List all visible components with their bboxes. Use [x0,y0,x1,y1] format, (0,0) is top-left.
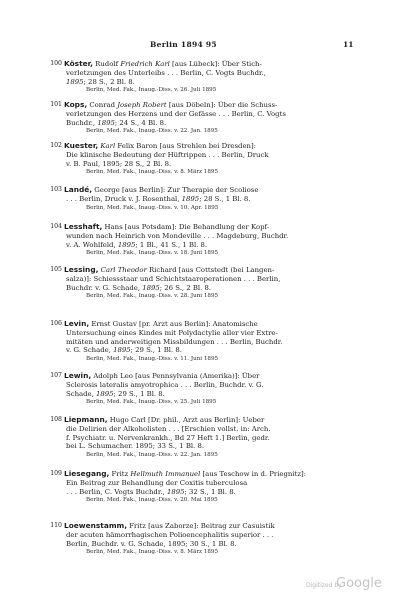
text-run: Buchdr. v. G. Schade, [66,283,143,292]
entry-line [64,160,360,169]
digitized-by-label: Digitized by [306,582,342,589]
entry-number: 104 [50,223,62,230]
author-surname: Köster, [64,60,93,68]
entry-line [64,416,360,425]
dissertation-note: Berlin, Med. Fak., Inaug.-Diss. v. 11. Juni 1895 [86,356,219,363]
text-run: salza)]: Schiessstaar und Schichtstaaroperationen . . . Berlin, [66,274,281,283]
dissertation-note: Berlin, Med. Fak., Inaug.-Diss. v. 25. Juli 1895 [86,399,217,406]
text-run: Buchdr., [66,118,98,127]
dissertation-note: Berlin, Med. Fak., Inaug.-Diss. v. 26. Juli 1895 [86,87,217,94]
publication-year: 1895 [113,346,131,355]
text-run: Untersuchung eines Kindes mit Polydactylie aller vier Extre- [66,328,278,337]
text-run: Hugo Carl [Dr. phil., Arzt aus Berlin]: Ueber [107,416,265,424]
text-run: mitäten und anderweitigen Missbildungen . . . Berlin, Buchdr. [66,337,283,346]
entry-text [64,142,360,177]
entry-line [64,479,360,488]
entry-line [64,284,360,293]
entry-line [64,151,360,160]
entry-text [64,372,360,407]
entry-line [64,69,360,78]
running-title: Berlin 1894 95 [150,40,217,49]
text-run: f. Psychiatr. u. Nervenkrankh., Bd 27 Heft 1.] Berlin, gedr. [66,433,270,442]
text-run: ; 28 S., 2 Bl. 8. [83,77,135,86]
entry-number: 103 [50,186,62,193]
entry-line [64,329,360,338]
text-run: . . . Berlin, Druck v. J. Rosenthal, [66,194,182,203]
entry-text [64,101,360,136]
entry-line [64,381,360,390]
entry-line [64,390,360,399]
text-run: Rudolf [92,60,121,68]
dissertation-note: Berlin, Med. Fak., Inaug.-Diss. v. 18. Juni 1895 [86,250,219,257]
google-watermark [306,576,386,594]
text-run: Die klinische Bedeutung der Hüftrippen . . . Berlin, Druck [66,150,269,159]
entry-text [64,60,360,95]
text-run: ; 32 S., 1 Bl. 8. [184,487,236,496]
text-run: . . . Berlin, C. Vogts Buchdr., [66,487,167,496]
given-name: Friedrich Karl [120,60,170,68]
running-header [0,40,400,52]
entry-number: 109 [50,470,62,477]
entry-text [64,320,360,364]
publication-year: 1895 [166,487,185,496]
dissertation-note: Berlin, Med. Fak., Inaug.-Diss. v. 22. Jan. 1895 [86,452,218,459]
entry-line [64,320,360,329]
text-run: v. A. Wohlfeld, [66,240,118,249]
text-run: [aus Döbeln]: Über die Schuss- [166,101,278,109]
text-run: ; 29 S., 1 Bl. 8. [130,346,182,355]
text-run: Fritz [109,470,131,478]
entry-line [64,434,360,443]
entry-line [64,275,360,284]
text-run: Ernst Gustav [pr. Arzt aus Berlin]: Anatomische [89,320,258,328]
entry-line [64,266,360,275]
text-run: verletzungen des Herzens und der Gefässe . . . Berlin, C. Vogts [66,109,286,118]
entry-line [64,531,360,540]
author-surname: Lesshaft, [64,223,103,231]
entry-line [64,442,360,451]
entry-text [64,416,360,460]
entry-line [64,60,360,69]
entry-number: 100 [50,60,62,67]
text-run: Schade, [66,389,96,398]
publication-year: 1895 [117,240,136,249]
entry-line [64,101,360,110]
text-run: [aus Lübeck]: Über Stich- [169,60,262,68]
entry-line [64,522,360,531]
entry-line [64,540,360,549]
text-run: Hans [aus Potsdam]: Die Behandlung der Kopf- [102,223,270,231]
text-run: die Delirien der Alkoholisten . . . [Erschien vollst. in: Arch. [66,424,271,433]
publication-year: 1895 [96,389,114,398]
given-name: Carl Theodor [100,266,147,274]
entry-line [64,232,360,241]
author-surname: Loewenstamm, [64,522,128,530]
text-run: Ein Beitrag zur Behandlung der Coxitis tuberculosa [66,478,248,487]
text-run: ; 1 Bl., 41 S., 1 Bl. 8. [135,240,208,249]
dissertation-note: Berlin, Med. Fak., Inaug.-Diss. v. 20. Mai 1895 [86,497,218,504]
text-run: Conrad [87,101,118,109]
text-run: Felix Baron [aus Strehlen bei Dresden]: [115,142,256,150]
publication-year: 1895 [181,194,200,203]
entry-text [64,470,360,505]
publication-year: 1895 [97,118,115,127]
entry-line [64,186,360,195]
author-surname: Kops, [64,101,88,109]
text-run: Adolph Leo [aus Pennsylvania (Amerika)]: Über [91,372,260,380]
entry-text [64,522,360,557]
entry-number: 108 [50,416,62,423]
text-run: v. B. Paul, 1895; 28 S., 2 Bl. 8. [66,159,172,168]
given-name: Joseph Robert [117,101,167,109]
author-surname: Lewin, [64,372,92,380]
page-number: 11 [343,40,354,49]
entry-text [64,266,360,301]
text-run: Richard [aus Cottstedt (bei Langen- [146,266,275,274]
publication-year: 1895 [142,283,160,292]
entry-text [64,186,360,212]
text-run: [aus Teschow in d. Priegnitz]: [200,470,306,478]
text-run: v. G. Schade, [66,346,114,355]
entry-line [64,338,360,347]
text-run: wunden nach Heinrich von Mondeville . . . Magdeburg, Buchdr. [66,231,289,240]
given-name: Karl [100,142,116,150]
entry-number: 107 [50,372,62,379]
entry-line [64,425,360,434]
entry-line [64,223,360,232]
dissertation-note: Berlin, Med. Fak., Inaug.-Diss. v. 28. Juni 1895 [86,293,219,300]
entry-line [64,195,360,204]
given-name: Hellmuth Immanuel [130,470,201,478]
author-surname: Lessing, [64,266,99,274]
entry-number: 102 [50,142,62,149]
entry-number: 110 [50,522,62,529]
author-surname: Landé, [64,186,93,194]
entry-number: 101 [50,101,62,108]
entry-line [64,488,360,497]
entry-line [64,78,360,87]
text-run: ; 26 S., 2 Bl. 8. [159,283,212,292]
entry-number: 106 [50,320,62,327]
dissertation-note: Berlin, Med. Fak., Inaug.-Diss. v. 10. Apr. 1895 [86,204,219,211]
author-surname: Kuester, [64,142,99,150]
text-run: ; 24 S., 4 Bl. 8. [114,118,167,127]
entry-line [64,142,360,151]
entry-line [64,372,360,381]
text-run: Berlin, Buchdr. v. G. Schade, 1895; 30 S., 1 Bl. 8. [66,539,237,548]
text-run: ; 29 S., 1 Bl. 8. [113,389,165,398]
entry-line [64,241,360,250]
dissertation-note: Berlin, Med. Fak., Inaug.-Diss. v. 8. März 1895 [86,169,219,176]
entry-line [64,346,360,355]
text-run: bei L. Schumacher. 1895; 33 S., 1 Bl. 8. [66,442,205,451]
text-run: der acuten hämorrhagischen Polioencephalitis superior . . . [66,530,274,539]
dissertation-note: Berlin, Med. Fak., Inaug.-Diss. v. 22. Jan. 1895 [86,128,218,135]
entry-text [64,223,360,258]
text-run: Fritz [aus Zaborze]: Beitrag zur Casuistik [127,522,275,530]
publication-year: 1895 [66,77,84,86]
text-run: verletzungen des Unterleibs . . . Berlin, C. Vogts Buchdr., [66,68,266,77]
text-run: ; 28 S., 1 Bl. 8. [199,194,251,203]
google-logo: Google [336,576,382,591]
entry-number: 105 [50,266,62,273]
text-run: George [aus Berlin]: Zur Therapie der Scoliose [92,186,259,194]
author-surname: Liesegang, [64,470,110,478]
entry-line [64,110,360,119]
author-surname: Levin, [64,320,90,328]
entry-line [64,470,360,479]
author-surname: Liepmann, [64,416,108,424]
dissertation-note: Berlin, Med. Fak., Inaug.-Diss. v. 8. März 1895 [86,549,219,556]
entry-line [64,119,360,128]
text-run: Sclerosis lateralis amyotrophica . . . Berlin, Buchdr. v. G. [66,380,264,389]
